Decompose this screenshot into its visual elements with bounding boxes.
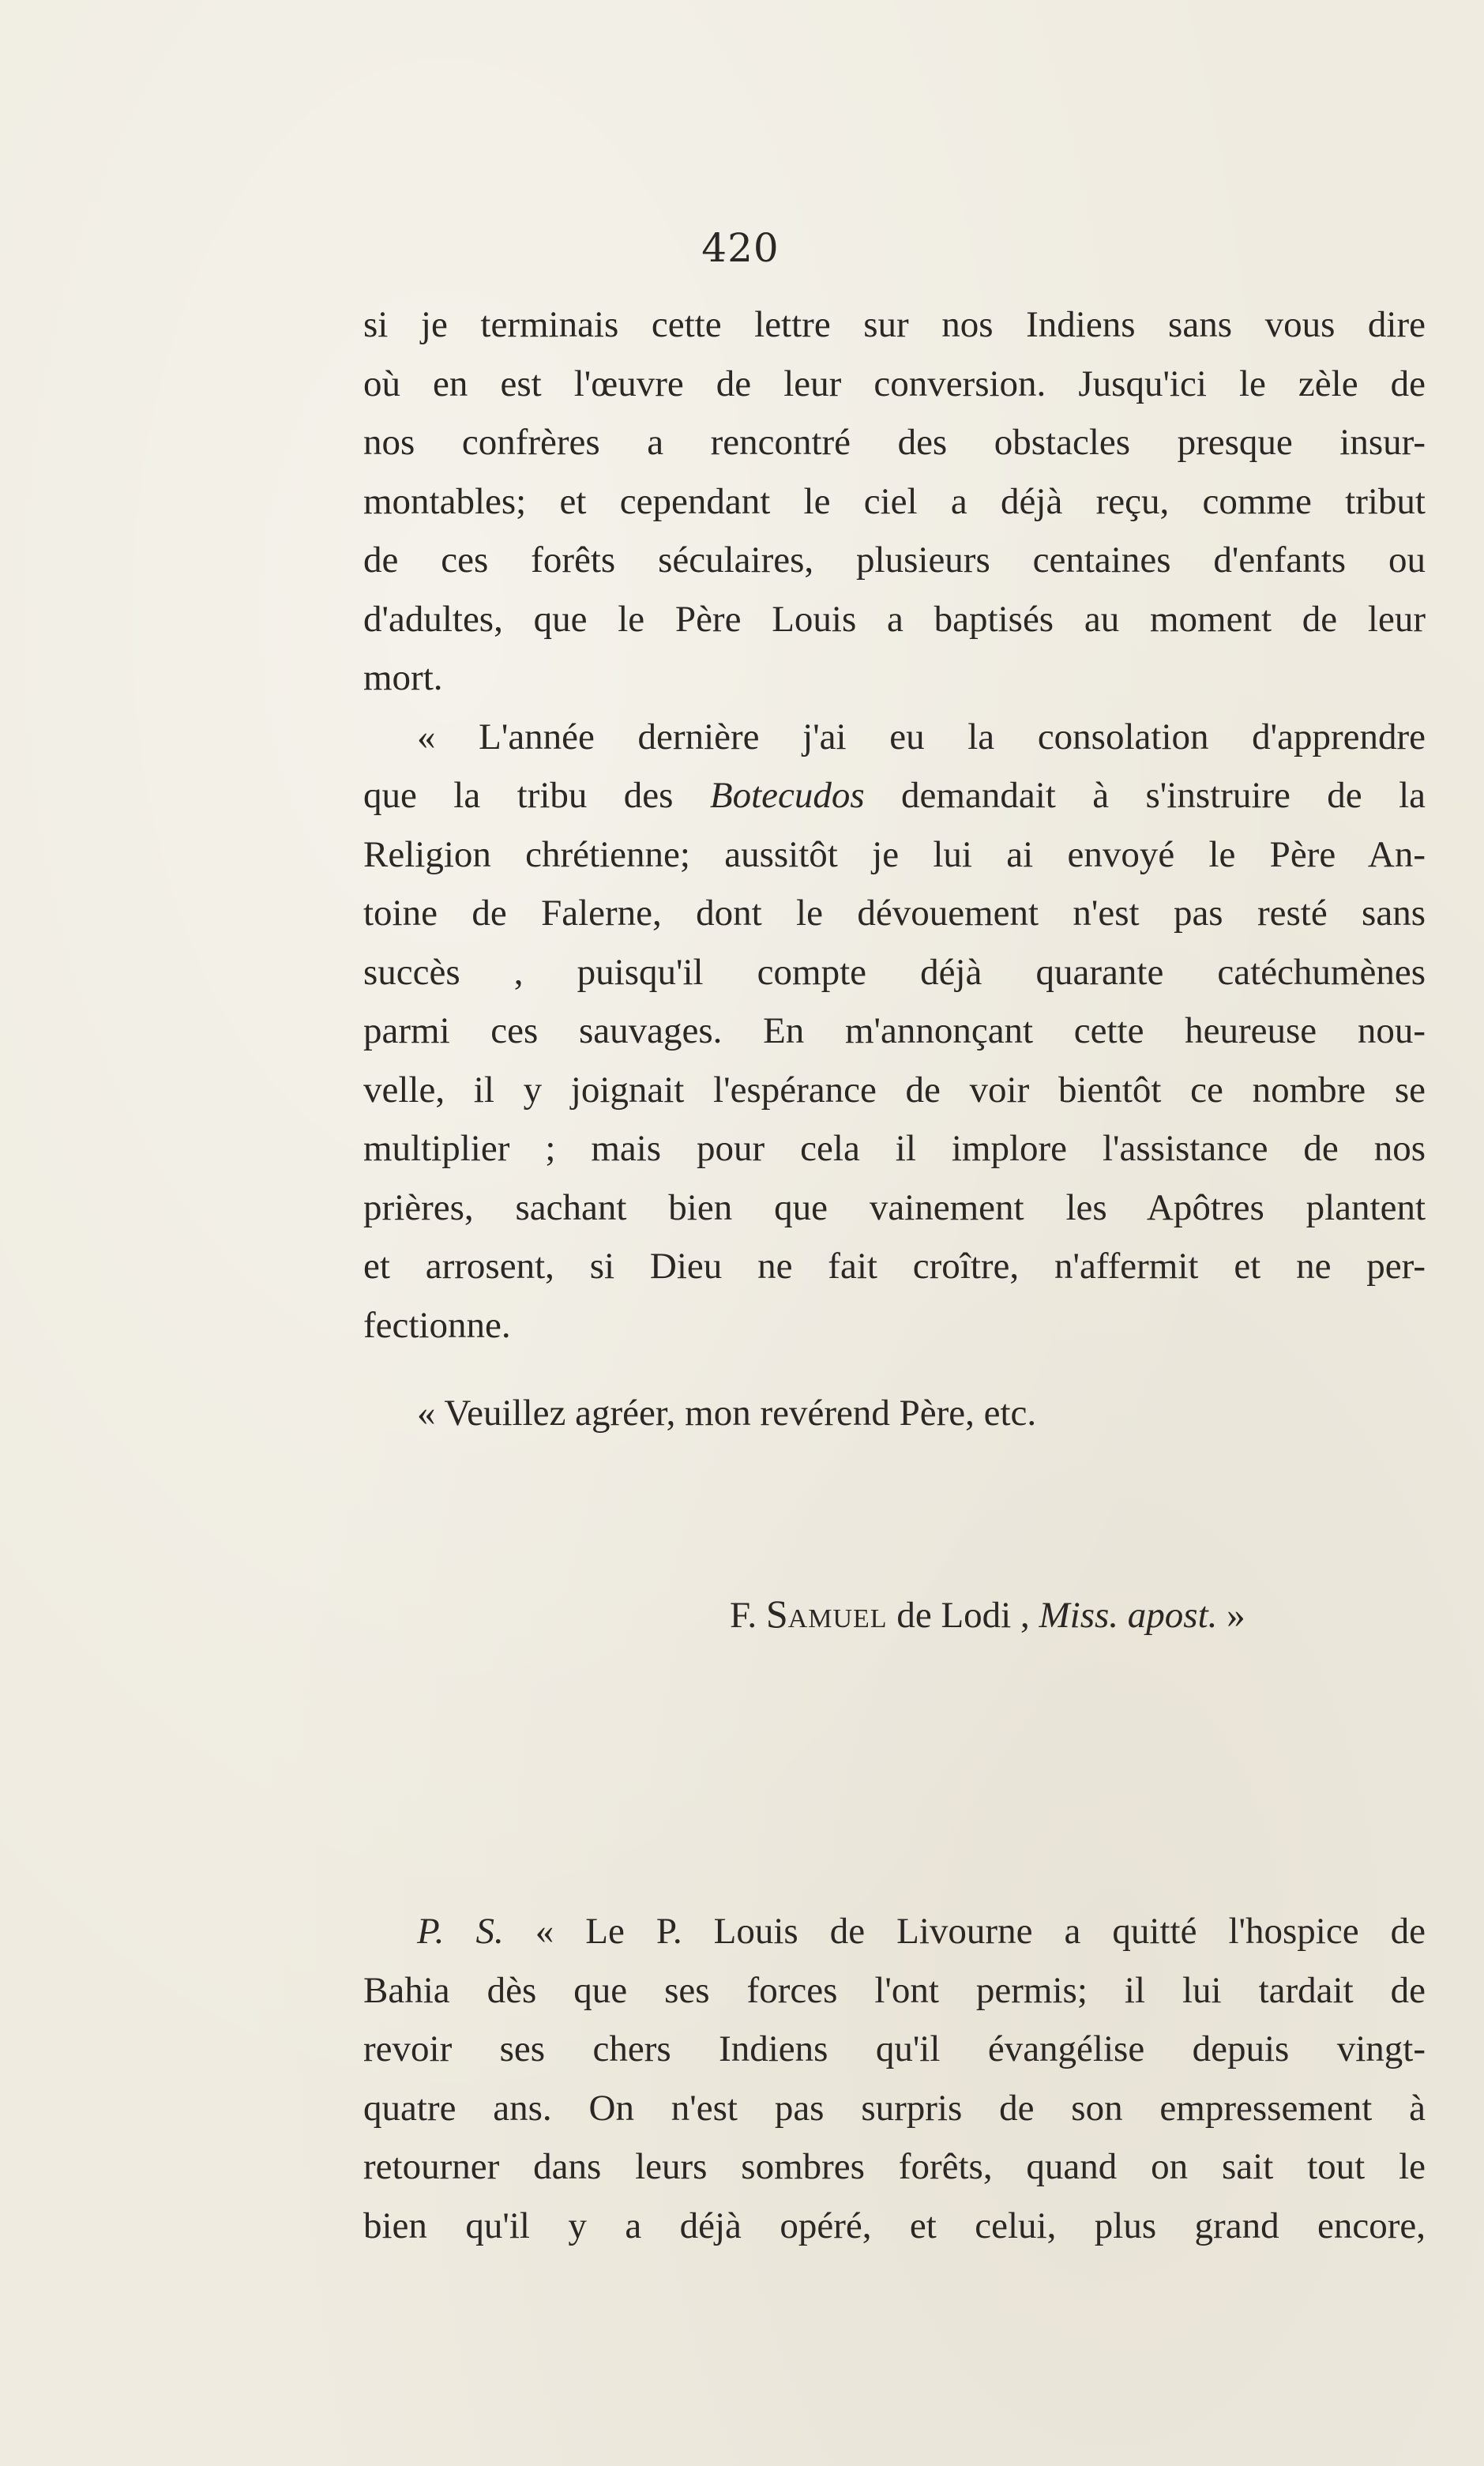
text-line: montables; et cependant le ciel a déjà reçu, comme tribut [363,480,1426,522]
text-line: toine de Falerne, dont le dévouement n'est pas resté sans [363,893,1426,934]
text-line: bien qu'il y a déjà opéré, et celui, plus grand encore, [363,2205,1426,2246]
text-line: parmi ces sauvages. En m'annonçant cette heureuse nou- [363,1010,1426,1051]
text-line: d'adultes, que le Père Louis a baptisés au moment de leur [363,598,1426,640]
text-line: revoir ses chers Indiens qu'il évangélise depuis vingt- [363,2028,1426,2069]
postscript [363,1902,1426,2255]
signature-middle: de Lodi , [887,1595,1039,1636]
text-line: nos confrères a rencontré des obstacles presque insur- [363,422,1426,463]
text-line: « L'année dernière j'ai eu la consolation d'apprendre [417,716,1426,757]
text-line: quatre ans. On n'est pas surpris de son empressement à [363,2087,1426,2129]
text-line: retourner dans leurs sombres forêts, quand on sait tout le [363,2146,1426,2187]
text-line: multiplier ; mais pour cela il implore l'assistance de nos [363,1128,1426,1169]
signature-prefix: F. [730,1595,766,1636]
text-segment: « Le P. Louis de Livourne a quitté l'hospice de [503,1911,1426,1952]
text-line: fectionne. [363,1304,511,1346]
text-line: où en est l'œuvre de leur conversion. Jusqu'ici le zèle de [363,363,1426,404]
text-line: Bahia dès que ses forces l'ont permis; il lui tardait de [363,1969,1426,2011]
text-line: de ces forêts séculaires, plusieurs centaines d'enfants ou [363,539,1426,581]
text-line: Religion chrétienne; aussitôt je lui ai envoyé le Père An- [363,833,1426,875]
text-line [363,1902,1426,1961]
text-segment: demandait à s'instruire de la [864,775,1426,816]
text-line [363,766,1426,825]
text-segment: que la tribu des [363,775,710,816]
text-line: si je terminais cette lettre sur nos Indiens sans vous dire [363,304,1426,345]
text-line: prières, sachant bien que vainement les Apôtres plantent [363,1186,1426,1228]
tribe-name: Botecudos [709,775,865,816]
signature [730,1584,1245,1648]
text-line: et arrosent, si Dieu ne fait croître, n'affermit et ne per- [363,1246,1426,1287]
text-line: mort. [363,657,443,698]
signature-name-initial: S [765,1592,788,1636]
text-line: succès , puisqu'il compte déjà quarante catéchumènes [363,951,1426,993]
letter-body [363,295,1426,1355]
text-line: velle, il y joignait l'espérance de voir bientôt ce nombre se [363,1069,1426,1111]
signature-name-rest: AMUEL [787,1604,888,1633]
signature-suffix: » [1217,1595,1245,1636]
closing-line: « Veuillez agréer, mon revérend Père, etc. [417,1393,1037,1434]
ps-label: P. S. [417,1911,504,1952]
page-number: 420 [701,225,780,271]
signature-title: Miss. apost. [1039,1595,1218,1636]
